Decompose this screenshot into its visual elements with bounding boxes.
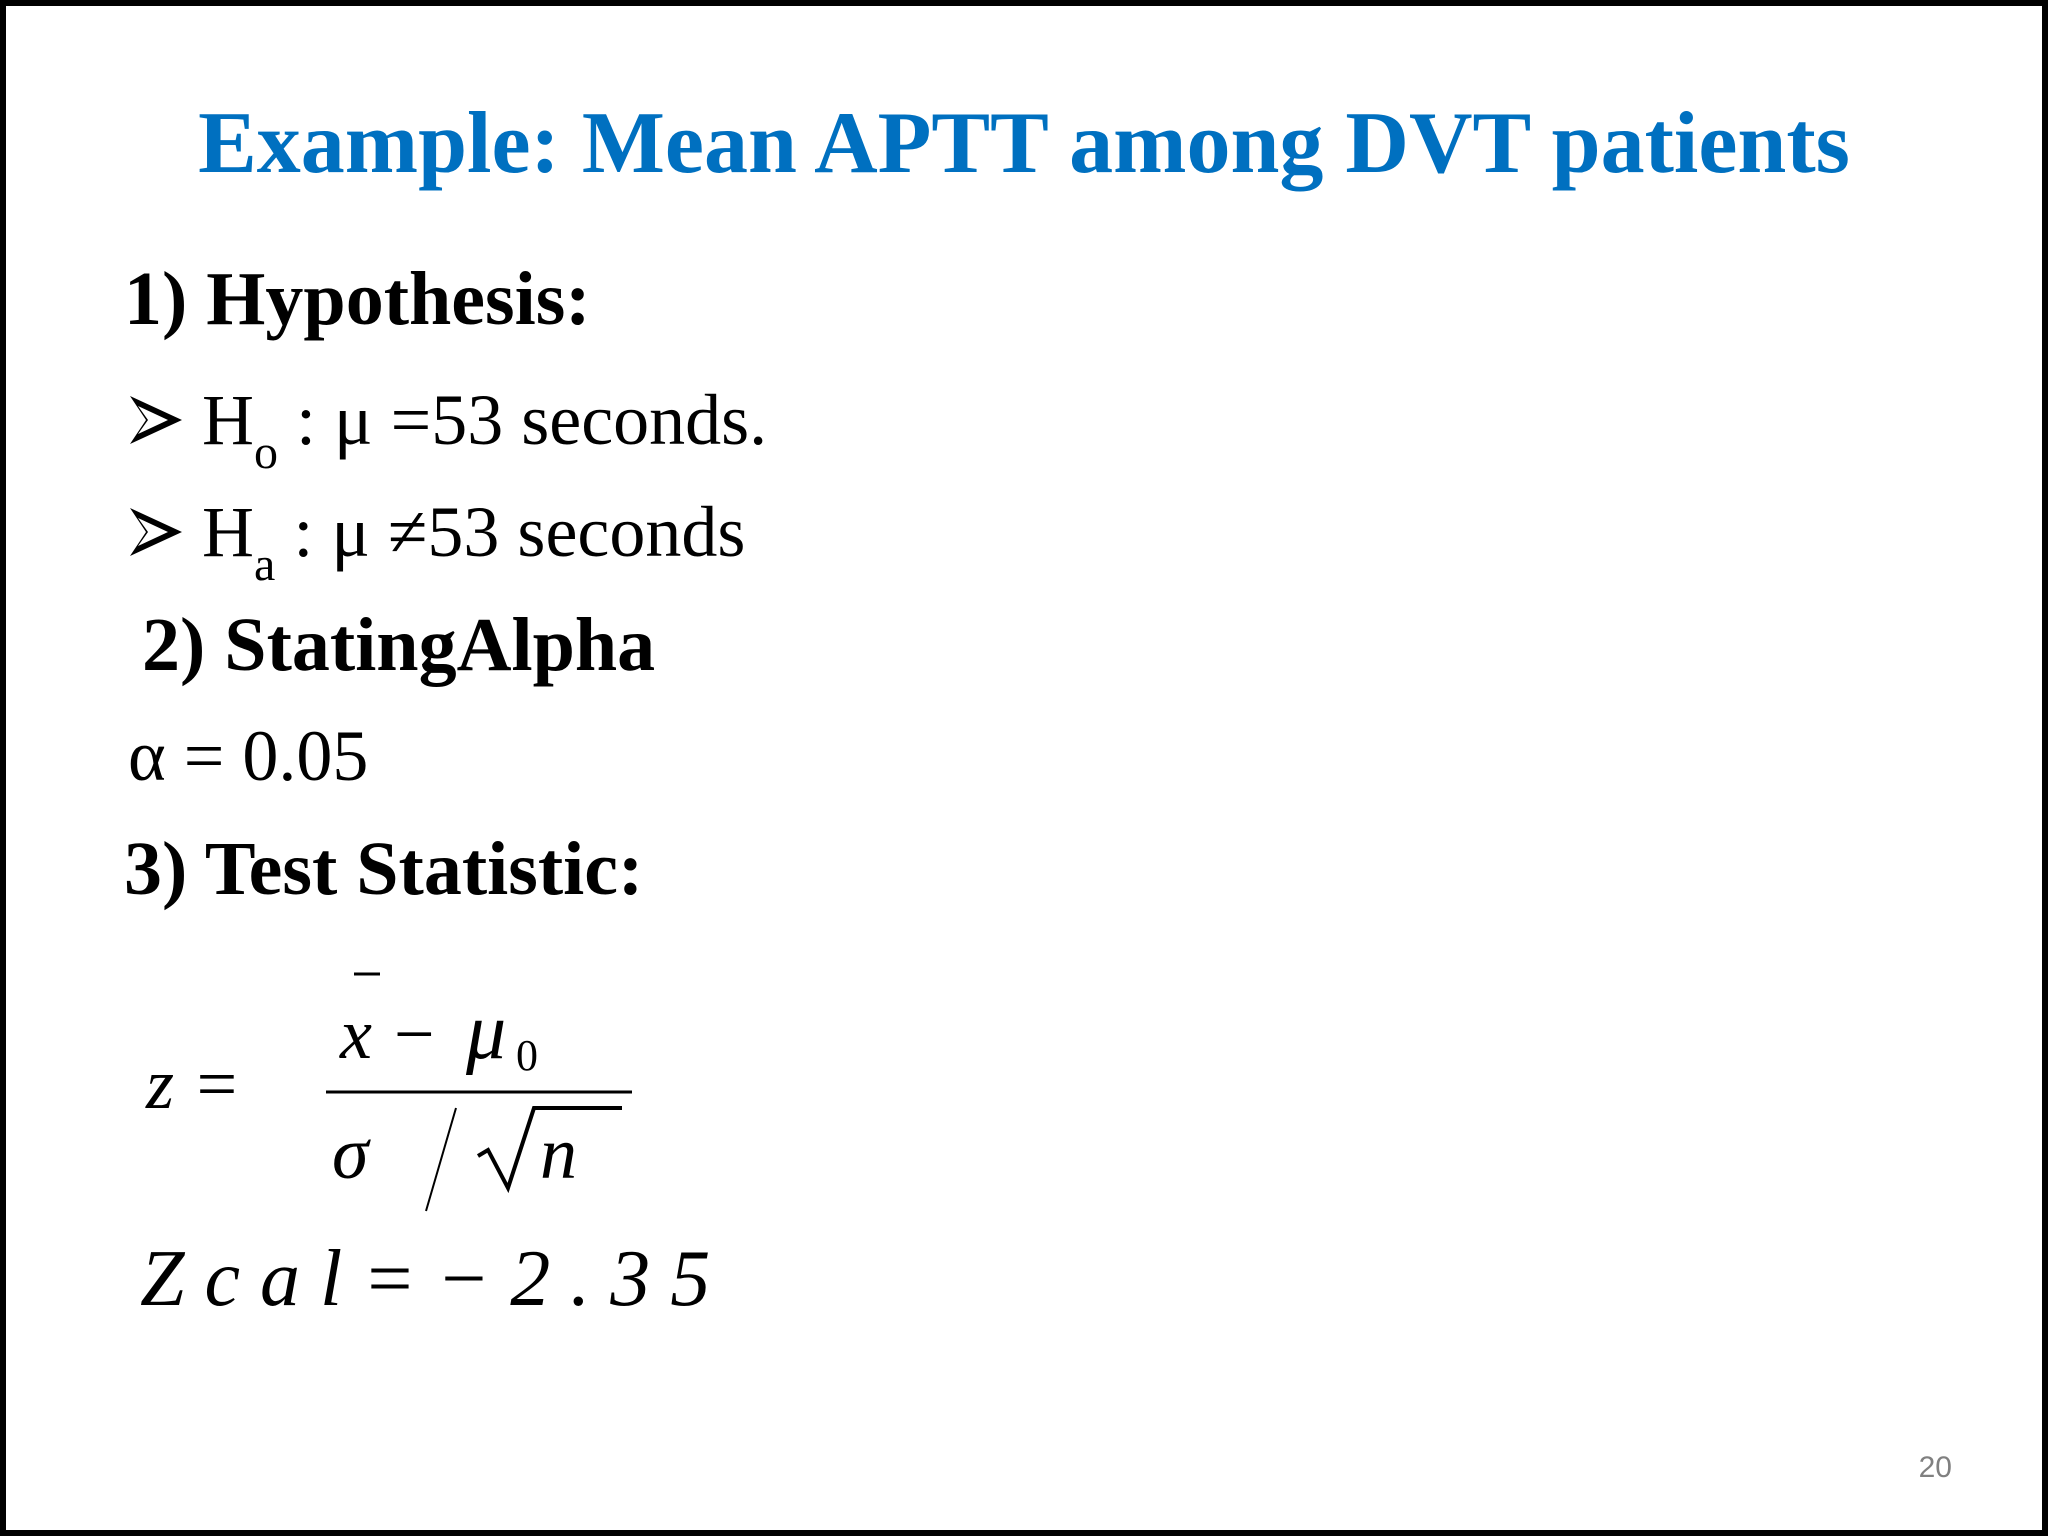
ha-subscript: a <box>254 538 276 591</box>
formula-mu: μ <box>466 988 507 1076</box>
formula-n: n <box>540 1113 577 1195</box>
z-statistic-formula <box>136 956 656 1226</box>
formula-mu-subscript: 0 <box>516 1031 538 1080</box>
formula-x: x <box>340 994 372 1074</box>
formula-sigma: σ <box>332 1113 369 1195</box>
ha-statement: : μ ≠53 seconds <box>275 492 746 572</box>
formula-slash <box>426 1108 456 1211</box>
slide-title: Example: Mean APTT among DVT patients <box>198 95 1850 192</box>
ha-symbol: H <box>202 492 254 572</box>
h0-symbol: H <box>202 380 254 460</box>
step2-heading: 2) StatingAlpha <box>142 603 656 687</box>
alternative-hypothesis <box>128 490 746 591</box>
arrow-bullet-icon <box>128 490 202 560</box>
step1-heading: 1) Hypothesis: <box>124 257 591 341</box>
h0-subscript: o <box>254 426 278 479</box>
alpha-value: α = 0.05 <box>128 716 369 796</box>
step3-heading: 3) Test Statistic: <box>124 827 644 911</box>
arrow-bullet-icon <box>128 378 202 448</box>
formula-lhs: z = <box>146 1044 241 1124</box>
z-calculated <box>140 1234 710 1324</box>
page-number: 20 <box>1918 1451 1952 1484</box>
z-calculated-text: Z c a l = − 2 . 3 5 <box>140 1235 711 1323</box>
slide <box>6 6 2042 1530</box>
h0-statement: : μ =53 seconds. <box>278 380 768 460</box>
formula-minus: − <box>394 994 435 1074</box>
null-hypothesis <box>128 378 768 479</box>
